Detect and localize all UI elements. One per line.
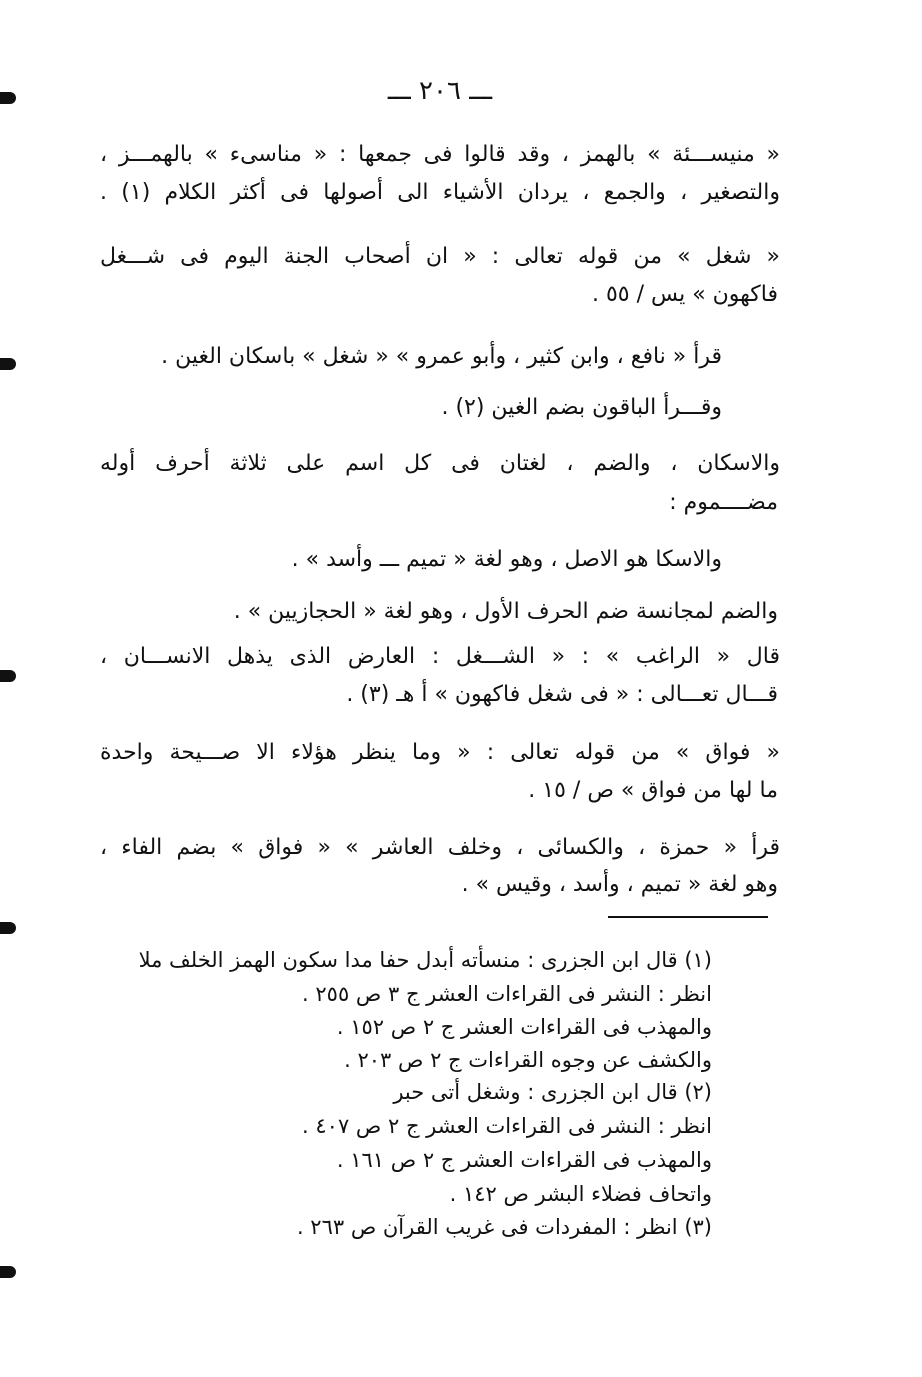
body-line: قرأ « نافع ، وابن كثير ، وأبو عمرو » « شغل » باسكان الغين . — [161, 344, 722, 369]
footnote-line: (٢) قال ابن الجزرى : وشغل أتى حبر — [393, 1080, 712, 1104]
page-number: ـــ ٢٠٦ ـــ — [387, 76, 493, 106]
body-line: قرأ « حمزة ، والكسائى ، وخلف العاشر » « فواق » بضم الفاء ، — [100, 835, 780, 860]
punch-mark — [0, 1266, 16, 1278]
footnote-separator — [608, 916, 768, 918]
footnote-line: انظر : النشر فى القراءات العشر ج ٢ ص ٤٠٧ . — [302, 1114, 712, 1138]
body-line: « فواق » من قوله تعالى : « وما ينظر هؤلاء الا صـــيحة واحدة — [100, 740, 780, 765]
footnote-line: والمهذب فى القراءات العشر ج ٢ ص ١٦١ . — [336, 1148, 712, 1172]
footnote-line: (٣) انظر : المفردات فى غريب القرآن ص ٢٦٣ . — [296, 1215, 712, 1239]
punch-mark — [0, 358, 16, 370]
body-line: فاكهون » يس / ٥٥ . — [591, 282, 778, 307]
body-line: ما لها من فواق » ص / ١٥ . — [528, 778, 778, 803]
body-line: مضــــموم : — [669, 490, 778, 515]
body-line: « منيســـئة » بالهمز ، وقد قالوا فى جمعها : « مناسىء » بالهمـــز ، — [100, 142, 780, 167]
body-line: والاسكا هو الاصل ، وهو لغة « تميم ـــ وأسد » . — [291, 547, 722, 572]
punch-mark — [0, 670, 16, 682]
body-line: والضم لمجانسة ضم الحرف الأول ، وهو لغة « الحجازيين » . — [233, 599, 778, 624]
footnote-line: (١) قال ابن الجزرى : منسأته أبدل حفا مدا سكون الهمز الخلف ملا — [138, 948, 712, 972]
body-line: قال « الراغب » : « الشـــغل : العارض الذى يذهل الانســـان ، — [100, 644, 780, 669]
footnote-line: انظر : النشر فى القراءات العشر ج ٣ ص ٢٥٥ . — [302, 982, 712, 1006]
body-line: والاسكان ، والضم ، لغتان فى كل اسم على ثلاثة أحرف أوله — [100, 451, 780, 476]
footnote-line: واتحاف فضلاء البشر ص ١٤٢ . — [449, 1182, 712, 1206]
body-line: وقـــرأ الباقون بضم الغين (٢) . — [441, 395, 722, 420]
punch-mark — [0, 922, 16, 934]
body-line: وهو لغة « تميم ، وأسد ، وقيس » . — [461, 872, 778, 897]
body-line: « شغل » من قوله تعالى : « ان أصحاب الجنة اليوم فى شـــغل — [100, 244, 780, 269]
punch-mark — [0, 92, 16, 104]
footnote-line: والمهذب فى القراءات العشر ج ٢ ص ١٥٢ . — [336, 1015, 712, 1039]
body-line: والتصغير ، والجمع ، يردان الأشياء الى أصولها فى أكثر الكلام (١) . — [100, 180, 780, 205]
body-line: قـــال تعـــالى : « فى شغل فاكهون » أ هـ (٣) . — [346, 682, 778, 707]
footnote-line: والكشف عن وجوه القراءات ج ٢ ص ٢٠٣ . — [344, 1048, 712, 1072]
